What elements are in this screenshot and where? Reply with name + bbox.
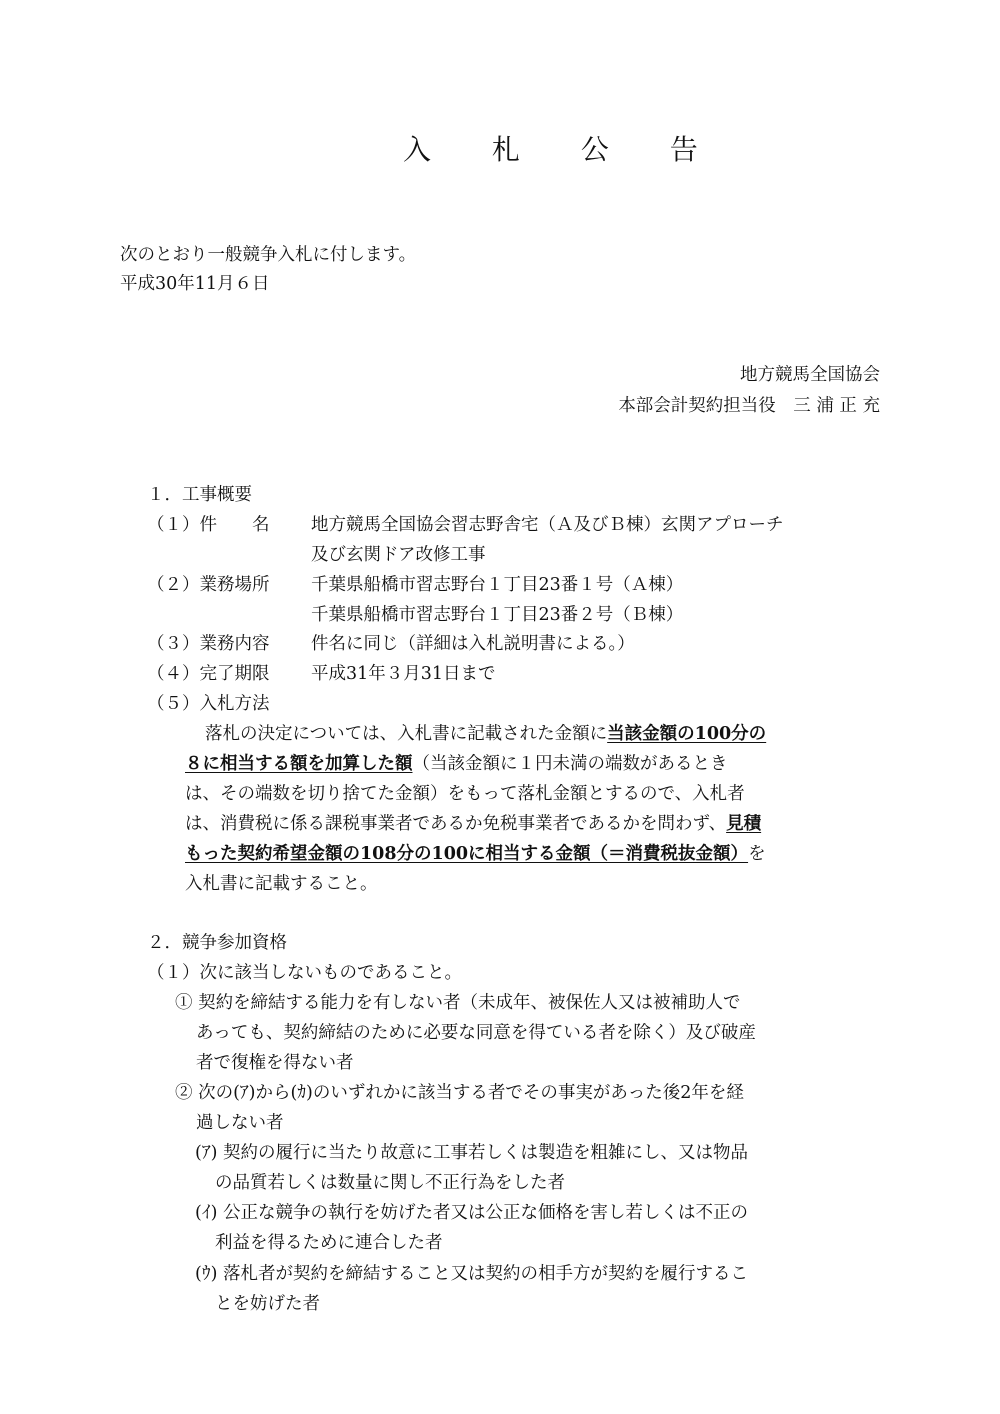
subclause-u-line-2: とを妨げた者 [215, 1294, 320, 1314]
item-2-value-cont: 千葉県船橋市習志野台１丁目23番２号（Ｂ棟） [311, 605, 684, 625]
subclause-b-line-1: (ｲ) 公正な競争の執行を妨げた者又は公正な価格を害し若しくは不正の [195, 1203, 748, 1223]
method-text: （当該金額に１円未満の端数があるとき [412, 754, 728, 774]
issuer-org: 地方競馬全国協会 [740, 365, 880, 385]
subclause-a-line-1: (ｱ) 契約の履行に当たり故意に工事若しくは製造を粗雑にし、又は物品 [195, 1143, 748, 1163]
page-title: 入 札 公 告 [403, 133, 724, 166]
item-3-value: 件名に同じ（詳細は入札説明書による。） [311, 634, 635, 654]
method-text: 落札の決定については、入札書に記載された金額に [205, 724, 608, 744]
section-2-heading: ２．競争参加資格 [147, 933, 287, 953]
intro-text: 次のとおり一般競争入札に付します。 [120, 245, 417, 265]
qualification-1: （１）次に該当しないものであること。 [147, 963, 462, 983]
clause-1-line-1: ① 契約を締結する能力を有しない者（未成年、被保佐人又は被補助人で [175, 993, 741, 1013]
item-4-value: 平成31年３月31日まで [311, 664, 496, 684]
subclause-a-line-2: の品質若しくは数量に関し不正行為をした者 [215, 1173, 565, 1193]
item-1-value-cont: 及び玄関ドア改修工事 [311, 545, 486, 565]
subclause-b-line-2: 利益を得るために連合した者 [215, 1233, 443, 1253]
method-emphasis: 当該金額の100分の [607, 724, 767, 744]
clause-2-line-1: ② 次の(ｱ)から(ｶ)のいずれかに該当する者でその事実があった後2年を経 [175, 1083, 744, 1103]
method-text: を [748, 844, 766, 864]
method-emphasis: ８に相当する額を加算した額 [185, 754, 413, 774]
section-1-heading: １．工事概要 [147, 485, 252, 505]
method-emphasis: 見積 [726, 814, 762, 834]
item-2-value: 千葉県船橋市習志野台１丁目23番１号（Ａ棟） [311, 575, 684, 595]
method-paragraph-line-2 [185, 752, 728, 776]
clause-2-line-2: 過しない者 [196, 1113, 284, 1133]
notice-date: 平成30年11月６日 [120, 274, 270, 294]
method-paragraph-line-4 [185, 812, 761, 836]
issuer-role: 本部会計契約担当役 三 浦 正 充 [618, 396, 880, 416]
item-5-label: （５）入札方法 [147, 694, 270, 714]
item-4-label: （４）完了期限 [147, 664, 270, 684]
method-paragraph-line-3: は、その端数を切り捨てた金額）をもって落札金額とするので、入札者 [185, 784, 745, 804]
item-1-value: 地方競馬全国協会習志野舎宅（Ａ及びＢ棟）玄関アプローチ [311, 515, 784, 535]
method-paragraph-line-6: 入札書に記載すること。 [185, 874, 378, 894]
method-text: は、消費税に係る課税事業者であるか免税事業者であるかを問わず、 [185, 814, 727, 834]
clause-1-line-2: あっても、契約締結のために必要な同意を得ている者を除く）及び破産 [196, 1023, 756, 1043]
method-paragraph-line-5 [185, 842, 766, 866]
item-1-label: （１）件 名 [147, 515, 270, 535]
method-paragraph-line-1 [205, 722, 766, 746]
item-2-label: （２）業務場所 [147, 575, 270, 595]
subclause-u-line-1: (ｳ) 落札者が契約を締結すること又は契約の相手方が契約を履行するこ [195, 1264, 748, 1284]
method-emphasis: もった契約希望金額の108分の100に相当する金額（＝消費税抜金額） [185, 844, 749, 864]
item-3-label: （３）業務内容 [147, 634, 270, 654]
clause-1-line-3: 者で復権を得ない者 [196, 1053, 354, 1073]
